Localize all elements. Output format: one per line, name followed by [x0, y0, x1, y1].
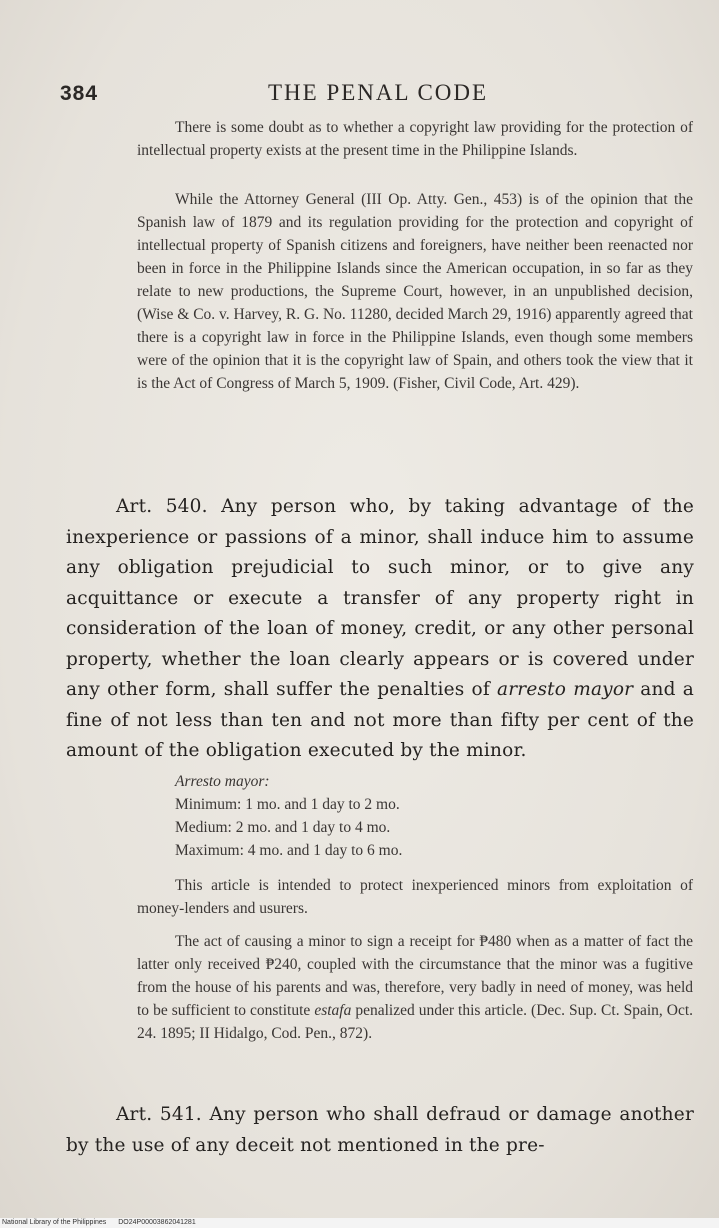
footer-source: National Library of the Philippines [2, 1219, 107, 1226]
footer-id: DO24P00003862041281 [118, 1219, 196, 1226]
note-540-text-after: penalized under this article. (Dec. Sup. Ct. Spain, Oct. 24. 1895; II Hidalgo, Cod. Pen., 872). [137, 1002, 694, 1042]
penalty-medium: Medium: 2 mo. and 1 day to 4 mo. [175, 819, 391, 836]
note-copyright-paragraph-1: There is some doubt as to whether a copyright law providing for the protection of intellectual property exists at the present time in the Philippine Islands. [137, 119, 693, 159]
penalty-minimum: Minimum: 1 mo. and 1 day to 2 mo. [175, 796, 400, 813]
article-540-italic-term: arresto mayor [497, 679, 634, 700]
penalty-heading: Arresto mayor: [175, 773, 270, 790]
page-title: THE PENAL CODE [268, 80, 489, 105]
article-541-text: Art. 541. Any person who shall defraud or damage another by the use of any deceit not mentioned in the pre- [66, 1104, 694, 1156]
article-540-text-after: and a fine of not less than ten and not more than fifty per cent of the amount of the obligation executed by the minor. [66, 679, 694, 761]
penalty-table [175, 770, 575, 862]
note-540-paragraph-2 [137, 930, 693, 1045]
note-copyright-paragraph-2: While the Attorney General (III Op. Atty. Gen., 453) is of the opinion that the Spanish law of 1879 and its regulation providing for the protection and copyright of intellectual property of Spanish citizens and foreigners, have neither been reenacted nor been in force in the Philippine Islands since the American occupation, in so far as they relate to new productions, the Supreme Court, however, in an unpublished decision, (Wise & Co. v. Harvey, R. G. No. 11280, decided March 29, 1916) apparently agreed that there is a copyright law in force in the Philippine Islands, even though some members were of the opinion that it is the copyright law of Spain, and others took the view that it is the Act of Congress of March 5, 1909. (Fisher, Civil Code, Art. 429). [137, 191, 693, 392]
note-540-paragraph-1: This article is intended to protect inexperienced minors from exploitation of money-lenders and usurers. [137, 877, 693, 917]
note-540-text-before: The act of causing a minor to sign a receipt for ₱480 when as a matter of fact the latter only received ₱240, coupled with the circumstance that the minor was a fugitive from the house of his parents and was, therefore, very badly in need of money, was held to be sufficient to constitute [137, 933, 693, 1019]
article-540-text [66, 492, 694, 767]
running-head [60, 78, 700, 110]
article-540-text-before: Art. 540. Any person who, by taking advantage of the inexperience or passions of a minor, shall induce him to assume any obligation prejudicial to such minor, or to give any acquittance or execute a transfer of any property right in consideration of the loan of money, credit, or any other personal property, whether the loan clearly appears or is covered under any other form, shall suffer the penalties of [66, 496, 694, 700]
penalty-maximum: Maximum: 4 mo. and 1 day to 6 mo. [175, 842, 403, 859]
page-number: 384 [60, 82, 99, 105]
note-540-italic-term: estafa [314, 1002, 352, 1019]
scan-footer [0, 1218, 719, 1228]
